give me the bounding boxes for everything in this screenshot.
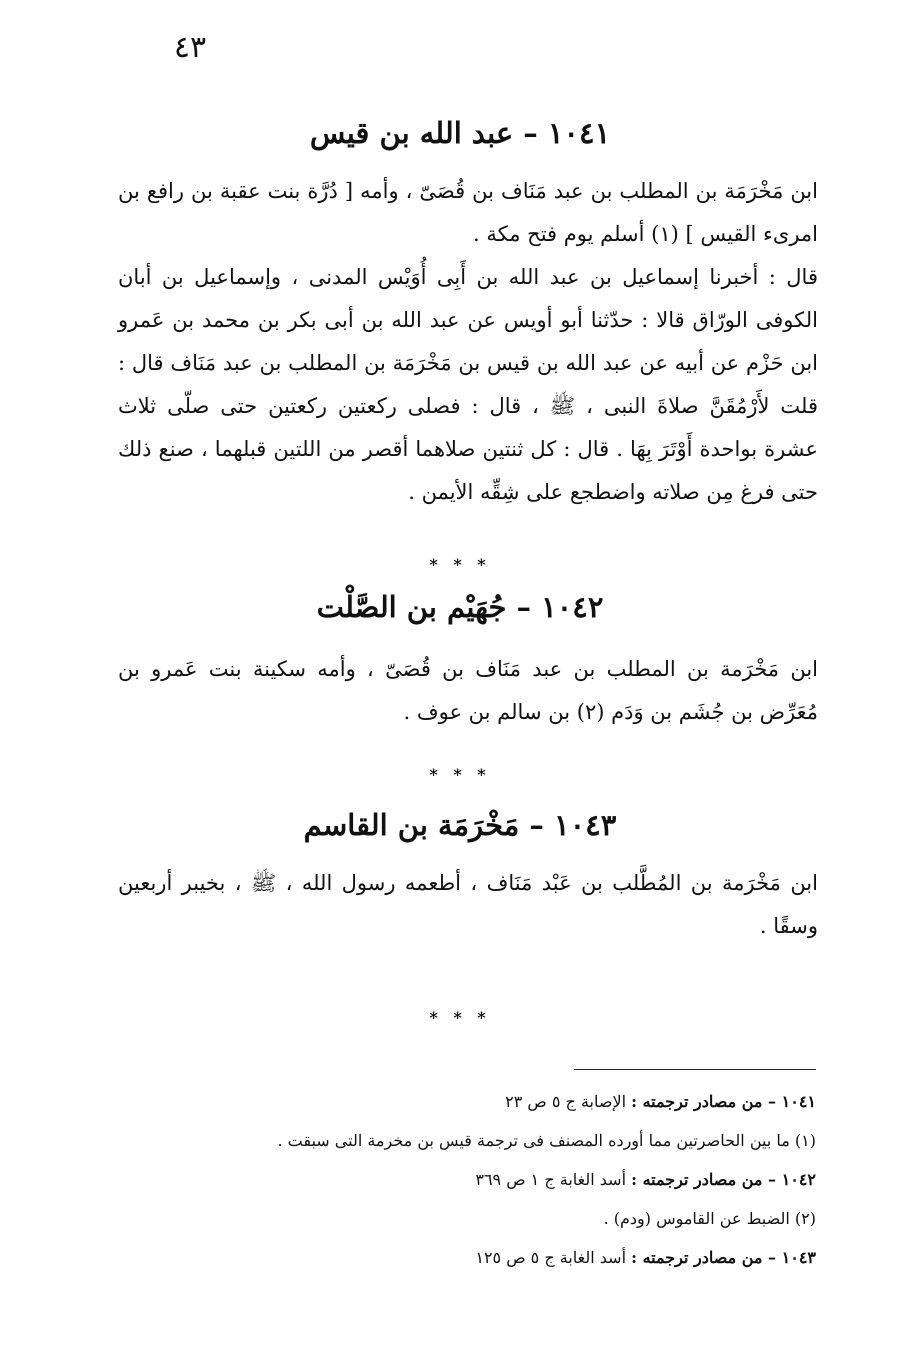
footnote-text: (٢) الضبط عن القاموس (ودم) .	[603, 1209, 816, 1228]
footnote-divider	[574, 1069, 816, 1070]
footnote-line	[190, 1238, 816, 1277]
footnote-line	[190, 1082, 816, 1121]
footnote-line	[190, 1199, 816, 1238]
entry-body-1042	[118, 648, 818, 734]
entry-heading-1041: ١٠٤١ – عبد الله بن قيس	[309, 116, 611, 150]
footnote-line	[190, 1160, 816, 1199]
footnotes	[190, 1082, 816, 1277]
entry-paragraph: ابن مَخْرَمَة بن المطلب بن عبد مَنَاف بن قُصَىّ ، وأمه [ دُرَّة بنت عقبة بن رافع بن امرىء القيس ] (١) أسلم يوم فتح مكة .	[118, 179, 818, 246]
footnote-text: أسد الغابة ج ١ ص ٣٦٩	[475, 1170, 632, 1189]
entry-paragraph: ابن مَخْرَمة بن المُطَّلب بن عَبْد مَنَاف ، أطعمه رسول الله ، ﷺ ، بخيبر أربعين وسقًا .	[118, 871, 818, 938]
footnote-text: الإصابة ج ٥ ص ٢٣	[505, 1092, 632, 1111]
entry-heading-1042: ١٠٤٢ – جُهَيْم بن الصَّلْت	[316, 590, 604, 624]
footnote-source-label: ١٠٤١ – من مصادر ترجمته :	[631, 1092, 816, 1111]
page-number: ٤٣	[173, 30, 207, 65]
section-separator: * * *	[429, 555, 491, 574]
entry-body-1041	[118, 170, 818, 514]
footnote-line	[190, 1121, 816, 1160]
footnote-text: (١) ما بين الحاصرتين مما أورده المصنف فى ترجمة قيس بن مخرمة التى سبقت .	[277, 1131, 816, 1150]
section-separator: * * *	[429, 1008, 491, 1027]
footnote-source-label: ١٠٤٣ – من مصادر ترجمته :	[631, 1248, 816, 1267]
entry-heading-1043: ١٠٤٣ – مَخْرَمَة بن القاسم	[303, 808, 617, 842]
section-separator: * * *	[429, 765, 491, 784]
entry-body-1043	[118, 862, 818, 948]
footnote-text: أسد الغابة ج ٥ ص ١٢٥	[475, 1248, 632, 1267]
entry-paragraph: ابن مَخْرَمة بن المطلب بن عبد مَنَاف بن قُصَىّ ، وأمه سكينة بنت عَمرو بن مُعَرِّض بن جُشَم بن وَدَم (٢) بن سالم بن عوف .	[118, 657, 818, 724]
entry-paragraph: قال : أخبرنا إسماعيل بن عبد الله بن أَبِى أُوَيْس المدنى ، وإسماعيل بن أبان الكوفى الورّاق قالا : حدّثنا أبو أويس عن عبد الله بن أبى بكر بن محمد بن عَمرو ابن حَزْم عن أبيه عن عبد الله بن قيس بن مَخْرَمَة بن المطلب بن عبد مَنَاف قال : قلت لأَرْمُقَنَّ صلاةَ النبى ، ﷺ ، قال : فصلى ركعتين ركعتين حتى صلّى ثلاث عشرة بواحدة أَوْتَرَ بِهَا . قال : كل ثنتين صلاهما أقصر من اللتين قبلهما ، صنع ذلك حتى فرغ مِن صلاته واضطجع على شِقِّه الأيمن .	[118, 265, 818, 504]
footnote-source-label: ١٠٤٢ – من مصادر ترجمته :	[631, 1170, 816, 1189]
